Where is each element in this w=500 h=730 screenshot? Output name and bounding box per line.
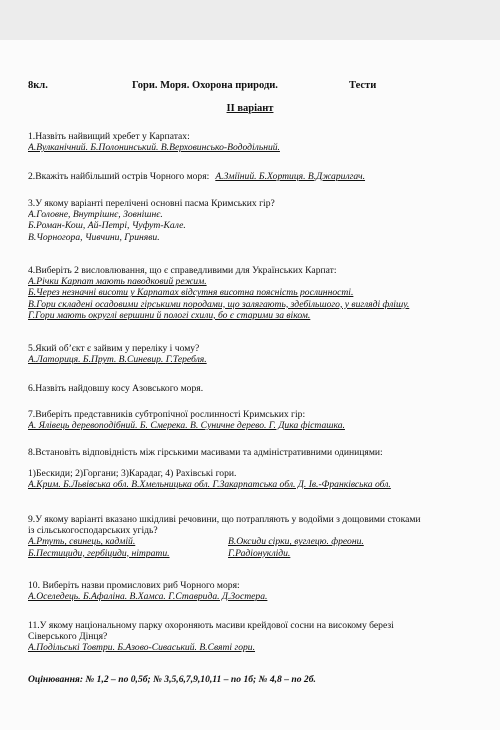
question-11 — [28, 620, 500, 654]
question-text: 2.Вкажіть найбільший острів Чорного моря: — [28, 171, 210, 182]
document-title: Гори. Моря. Охорона природи. — [132, 80, 278, 91]
mountain-list: 1)Бескиди; 2)Горгани; 3)Карадаг, 4) Рахівські гори. — [28, 468, 237, 480]
question-10 — [28, 580, 500, 602]
question-text: 4.Виберіть 2 висловлювання, що є справедливими для Українських Карпат: — [28, 265, 337, 276]
question-text: 5.Який об’єкт є зайвим у переліку і чому? — [28, 343, 200, 354]
answer-option: Г.Гори мають округлі вершини й пологі схили, бо є старими за віком. — [28, 309, 311, 321]
question-text: 8.Встановіть відповідність між гірськими масивами та адміністративними одиницями: — [28, 447, 383, 458]
question-8 — [28, 447, 500, 491]
question-1 — [28, 131, 500, 153]
question-text-continued: Сіверського Дінця? — [28, 631, 108, 643]
answer-options: А.Подільські Товтри. Б.Азово-Сиваський. В.Святі гори. — [28, 642, 256, 654]
question-text: 7.Виберіть представників субтропічної рослинності Кримських гір: — [28, 409, 306, 420]
question-text-continued: із сільськогосподарських угідь? — [28, 525, 158, 537]
answer-option: Г.Радіонукліди. — [228, 547, 291, 559]
question-5 — [28, 343, 500, 365]
answer-options: А.Зміїний. Б.Хортиця. В.Джарилгач. — [215, 171, 366, 182]
answer-option: Б.Через незначні висоти у Карпатах відсутня висотна поясність рослинності. — [28, 287, 354, 299]
answer-option: В.Оксиди сірки, вуглецю. фреони. — [228, 536, 364, 548]
region-list: А.Крим. Б.Львівська обл. В.Хмельницька обл. Г.Закарпатська обл. Д. Ів.-Франківська обл. — [28, 479, 391, 491]
question-3 — [28, 198, 500, 243]
answer-option: В.Гори складені осадовими гірськими породами, що залягають, здебільшого, у вигляді флішу. — [28, 298, 410, 310]
answer-options: А.Вулканічний. Б.Полонинський. В.Верховинсько-Вододільний. — [28, 142, 280, 154]
question-text: 9.У якому варіанті вказано шкідливі речовини, що потрапляють у водойми з дощовими стоками — [28, 514, 421, 525]
answer-option: А.Головне, Внутрішнє, Зовнішнє. — [28, 209, 163, 221]
variant-title: ІІ варіант — [226, 103, 274, 114]
answer-option: В.Чорногора, Чивчини, Гриняви. — [28, 231, 160, 243]
scoring-line: Оцінювання: № 1,2 – по 0,5б; № 3,5,6,7,9,10,11 – по 1б; № 4,8 – по 2б. — [28, 674, 316, 685]
document-header — [28, 80, 488, 96]
answer-options: А.Оселедець. Б.Афаліна. В.Хамса. Г.Ставрида. Д.Зостера. — [28, 591, 268, 603]
question-4 — [28, 265, 500, 321]
question-7 — [28, 409, 500, 431]
question-2 — [28, 171, 500, 182]
question-text: 11.У якому національному парку охороняють масиви крейдової сосни на високому березі — [28, 620, 394, 631]
question-text: 6.Назвіть найдовшу косу Азовського моря. — [28, 383, 204, 394]
question-text: 10. Виберіть назви промислових риб Чорного моря: — [28, 580, 240, 591]
top-bar — [0, 0, 500, 41]
grade-label: 8кл. — [28, 80, 48, 91]
question-text: 1.Назвіть найвищий хребет у Карпатах: — [28, 131, 190, 142]
question-9 — [28, 514, 500, 559]
answer-option: А.Ртуть, свинець, кадмій. — [28, 536, 136, 548]
answer-options: А.Латориця. Б.Прут. В.Синевир. Г.Теребля. — [28, 354, 207, 366]
answer-option: Б.Пестициди, гербіциди, нітрати. — [28, 547, 170, 559]
answer-option: А.Річки Карпат мають паводковий режим. — [28, 276, 207, 288]
document-type: Тести — [349, 80, 377, 91]
answer-options: А. Ялівець деревоподібний. Б. Смерека. В. Суничне дерево. Г. Дика фісташка. — [28, 420, 345, 432]
answer-option: Б.Роман-Кош, Ай-Петрі, Чуфут-Кале. — [28, 220, 186, 232]
question-6 — [28, 383, 500, 394]
question-text: 3.У якому варіанті перелічені основні пасма Кримських гір? — [28, 198, 275, 209]
